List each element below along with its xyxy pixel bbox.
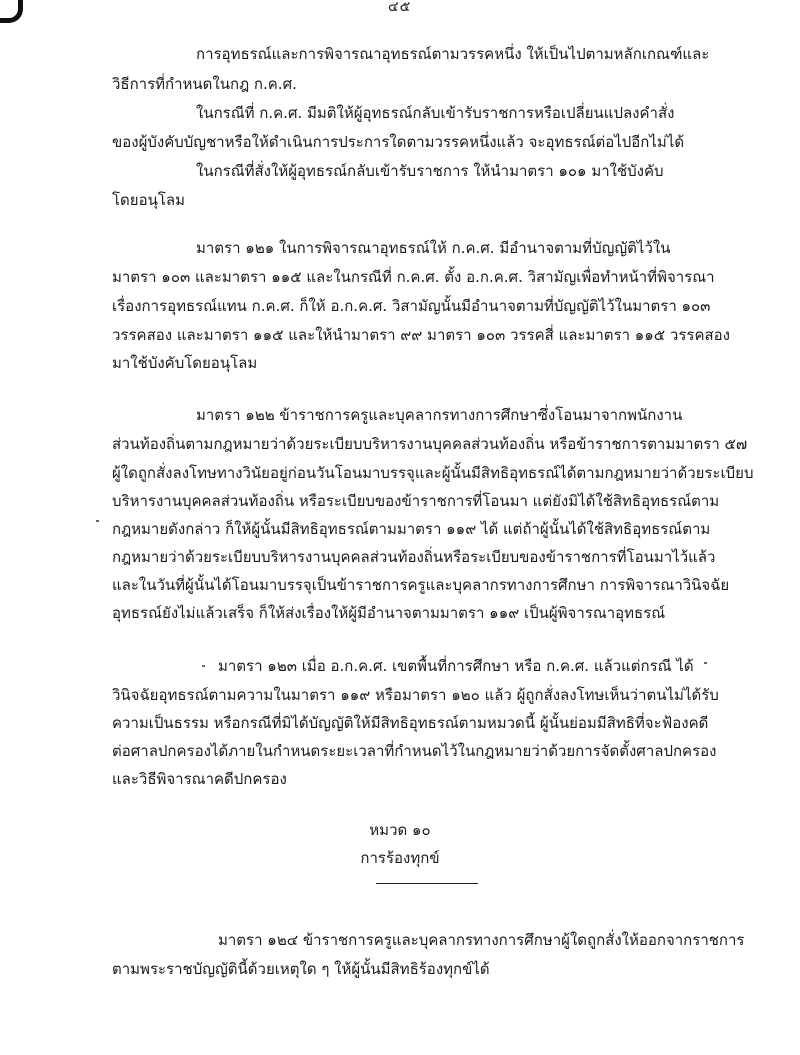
paragraph-line: โดยอนุโลม [112, 191, 185, 209]
section-121-line: วรรคสอง และมาตรา ๑๑๕ และให้นำมาตรา ๙๙ มาตรา ๑๐๓ วรรคสี่ และมาตรา ๑๑๕ วรรคสอง [112, 326, 730, 344]
paragraph-line: ในกรณีที่สั่งให้ผู้อุทธรณ์กลับเข้ารับราชการ ให้นำมาตรา ๑๐๑ มาใช้บังคับ [196, 162, 664, 180]
section-124-line: ตามพระราชบัญญัตินี้ด้วยเหตุใด ๆ ให้ผู้นั้นมีสิทธิร้องทุกข์ได้ [112, 960, 490, 978]
section-122-line: กฎหมายว่าด้วยระเบียบบริหารงานบุคคลส่วนท้องถิ่นหรือระเบียบของข้าราชการที่โอนมาไว้แล้ว [112, 548, 716, 566]
section-122-line: บริหารงานบุคคลส่วนท้องถิ่น หรือระเบียบของข้าราชการที่โอนมา แต่ยังมิได้ใช้สิทธิอุทธรณ์ตาม [112, 492, 720, 510]
section-123-line: และวิธีพิจารณาคดีปกครอง [112, 770, 287, 788]
section-124-line: มาตรา ๑๒๔ ข้าราชการครูและบุคลากรทางการศึกษาผู้ใดถูกสั่งให้ออกจากราชการ [218, 931, 745, 949]
section-123-line: ต่อศาลปกครองได้ภายในกำหนดระยะเวลาที่กำหนดไว้ในกฎหมายว่าด้วยการจัดตั้งศาลปกครอง [112, 742, 717, 760]
chapter-number: หมวด ๑๐ [369, 821, 431, 839]
page-number: ๔๕ [388, 0, 412, 15]
scan-corner-mark [0, 0, 23, 23]
scan-speck [96, 520, 99, 522]
section-122-line: ส่วนท้องถิ่นตามกฎหมายว่าด้วยระเบียบบริหารงานบุคคลส่วนท้องถิ่น หรือข้าราชการตามมาตรา ๕๗ [112, 435, 748, 453]
section-121-line: มาตรา ๑๐๓ และมาตรา ๑๑๕ และในกรณีที่ ก.ค.ศ. ตั้ง อ.ก.ค.ศ. วิสามัญเพื่อทำหน้าที่พิจารณา [112, 268, 715, 286]
section-121-line: เรื่องการอุทธรณ์แทน ก.ค.ศ. ก็ให้ อ.ก.ค.ศ. วิสามัญนั้นมีอำนาจตามที่บัญญัติไว้ในมาตรา ๑๐๓ [112, 297, 711, 315]
chapter-title: การร้องทุกข์ [360, 849, 440, 867]
section-122-line: กฎหมายดังกล่าว ก็ให้ผู้นั้นมีสิทธิอุทธรณ์ตามมาตรา ๑๑๙ ได้ แต่ถ้าผู้นั้นได้ใช้สิทธิอุทธรณ์ตาม [112, 520, 711, 538]
section-123-line: วินิจฉัยอุทธรณ์ตามความในมาตรา ๑๑๙ หรือมาตรา ๑๒๐ แล้ว ผู้ถูกสั่งลงโทษเห็นว่าตนไม่ได้รับ [112, 686, 719, 704]
scan-speck [202, 665, 205, 667]
section-121-line: มาตรา ๑๒๑ ในการพิจารณาอุทธรณ์ให้ ก.ค.ศ. มีอำนาจตามที่บัญญัติไว้ใน [196, 239, 671, 257]
section-122-line: อุทธรณ์ยังไม่แล้วเสร็จ ก็ให้ส่งเรื่องให้ผู้มีอำนาจตามมาตรา ๑๑๙ เป็นผู้พิจารณาอุทธรณ์ [112, 604, 666, 622]
paragraph-line: การอุทธรณ์และการพิจารณาอุทธรณ์ตามวรรคหนึ่ง ให้เป็นไปตามหลักเกณฑ์และ [196, 45, 710, 63]
paragraph-line: ของผู้บังคับบัญชาหรือให้ดำเนินการประการใดตามวรรคหนึ่งแล้ว จะอุทธรณ์ต่อไปอีกไม่ได้ [112, 133, 685, 151]
chapter-divider [376, 883, 478, 884]
section-123-line: ความเป็นธรรม หรือกรณีที่มิได้บัญญัติให้มีสิทธิอุทธรณ์ตามหมวดนี้ ผู้นั้นย่อมมีสิทธิที่จะฟ้องคดี [112, 714, 709, 732]
paragraph-line: ในกรณีที่ ก.ค.ศ. มีมติให้ผู้อุทธรณ์กลับเข้ารับราชการหรือเปลี่ยนแปลงคำสั่ง [196, 104, 675, 122]
paragraph-line: วิธีการที่กำหนดในกฎ ก.ค.ศ. [112, 75, 297, 93]
section-122-line: ผู้ใดถูกสั่งลงโทษทางวินัยอยู่ก่อนวันโอนมาบรรจุและผู้นั้นมีสิทธิอุทธรณ์ได้ตามกฎหมายว่าด้วยระเบียบ [112, 464, 754, 482]
section-122-line: มาตรา ๑๒๒ ข้าราชการครูและบุคลากรทางการศึกษาซึ่งโอนมาจากพนักงาน [196, 406, 683, 424]
scan-speck [704, 662, 707, 664]
section-122-line: และในวันที่ผู้นั้นได้โอนมาบรรจุเป็นข้าราชการครูและบุคลากรทางการศึกษา การพิจารณาวินิจฉัย [112, 576, 730, 594]
section-123-line: มาตรา ๑๒๓ เมื่อ อ.ก.ค.ศ. เขตพื้นที่การศึกษา หรือ ก.ค.ศ. แล้วแต่กรณี ได้ [218, 657, 694, 675]
section-121-line: มาใช้บังคับโดยอนุโลม [112, 354, 258, 372]
